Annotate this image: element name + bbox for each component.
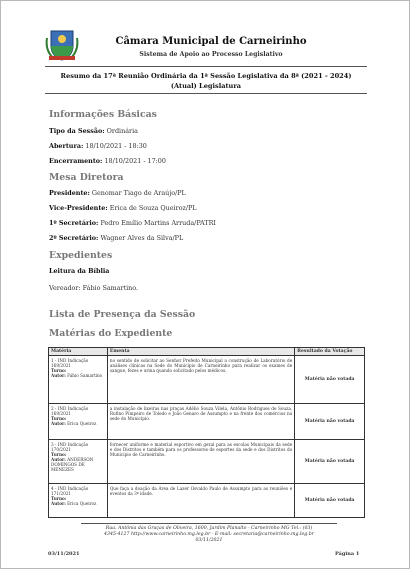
mesa-value: Pedro Emílio Martins Arruda/PATRI — [100, 219, 216, 227]
info-value: Ordinária — [106, 127, 138, 135]
leitura-value: Vereador: Fábio Samartino. — [49, 284, 139, 292]
materias-table — [48, 347, 365, 518]
footer-line3: 03/11/2021 — [195, 538, 223, 543]
autor-label: Autor: — [51, 457, 66, 462]
column-header-ementa: Ementa — [107, 348, 294, 356]
footer-line1: Rua. Antônia das Graças de Oliveira, 1600, Jardim Planalto - Carneirinho MG Tel.: (03) — [105, 526, 313, 531]
materia-cell — [49, 440, 108, 484]
materia-turno: Turno: — [51, 368, 67, 373]
footer-divider — [81, 523, 337, 524]
info-label: Tipo da Sessão: — [49, 127, 105, 135]
organization-subtitle: Sistema de Apoio ao Processo Legislativo — [139, 51, 283, 58]
page-number: Página 1 — [335, 551, 360, 557]
leitura-label: Leitura da Bíblia — [49, 267, 110, 275]
info-value: 18/10/2021 - 18:30 — [85, 142, 147, 150]
autor-label: Autor: — [51, 373, 66, 378]
resultado-cell: Matéria não votada — [295, 404, 365, 440]
section-heading-mesa: Mesa Diretora — [49, 172, 124, 183]
table-row — [49, 484, 365, 518]
municipal-seal-icon — [45, 28, 79, 62]
info-label: Abertura: — [49, 142, 84, 150]
section-heading-materias: Matérias do Expediente — [49, 328, 173, 339]
materia-id: 3 - IND Indicação 170/2021 — [51, 442, 89, 452]
section-heading-presenca: Lista de Presença da Sessão — [49, 309, 196, 320]
materia-turno: Turno: — [51, 416, 67, 421]
autor-label: Autor: — [51, 421, 66, 426]
materia-autor: Erica Queiroz — [67, 421, 97, 426]
header-divider — [45, 66, 367, 67]
title-divider — [45, 93, 367, 94]
mesa-row — [49, 219, 216, 227]
print-date: 03/11/2021 — [48, 551, 80, 557]
section-heading-info: Informações Básicas — [49, 109, 157, 120]
materia-cell — [49, 356, 108, 404]
section-heading-expedientes: Expedientes — [49, 250, 113, 261]
document-title-line2: (Atual) Legislatura — [170, 81, 242, 90]
resultado-cell: Matéria não votada — [295, 356, 365, 404]
mesa-value: Erica de Souza Queiroz/PL — [109, 204, 197, 212]
mesa-value: Wagner Alves da Silva/PL — [100, 234, 184, 242]
ementa-cell: Que faça a doação da Área de Lazer Osvaldo Paulo de Assumpto para as reuniões e eventos da 3ª idade. — [107, 484, 294, 518]
organization-name: Câmara Municipal de Carneirinho — [115, 36, 307, 47]
mesa-value: Genomar Tiago de Araújo/PL — [91, 189, 186, 197]
materia-autor: Fábio Samartino — [67, 373, 103, 378]
ementa-cell: fornecer uniforme e material esportivo em geral para as escolas Municipais da sede e dos Distritos e também para os professores de esportes da sede e dos Distritos do Município de Carneirinho. — [107, 440, 294, 484]
materia-id: 4 - IND Indicação 171/2021 — [51, 486, 89, 496]
mesa-row — [49, 234, 183, 242]
table-row — [49, 404, 365, 440]
document-title — [45, 72, 367, 91]
materia-autor: Erica Queiroz — [67, 501, 97, 506]
ementa-cell: no sentido de solicitar ao Senhor Prefeito Municipal a construção de Laboratório de análises clínicas na Sede do Município de Carneirinho para realizar os exames de sangue, fezes e urina quando solicitado pelos médicos. — [107, 356, 294, 404]
materia-id: 1 - IND Indicação 169/2021 — [51, 358, 89, 368]
document-title-line1: Resumo da 17ª Reunião Ordinária da 1ª Sessão Legislativa da 8ª (2021 - 2024) — [60, 72, 352, 80]
table-row — [49, 356, 365, 404]
materia-cell — [49, 404, 108, 440]
info-value: 18/10/2021 - 17:00 — [104, 157, 166, 165]
info-row — [49, 142, 147, 150]
mesa-label: Presidente: — [49, 189, 90, 197]
mesa-label: Vice-Presidente: — [49, 204, 108, 212]
mesa-label: 1º Secretário: — [49, 219, 99, 227]
table-row — [49, 440, 365, 484]
ementa-cell: a instalação de lixeiras nas praças Adélio Souza Vilela, Antônio Rodrigues de Souza, Rufino Pimpeiro de Toledo e João Genaro de Assumpto e na frente dos comércios na sede do Município. — [107, 404, 294, 440]
footer-line2: 4345-4127 http://www.carneirinho.mg.leg.br - E-mail: secretaria@carneirinho.mg.leg.br — [104, 532, 314, 537]
column-header-resultado: Resultado da Votação — [295, 348, 365, 356]
info-row — [49, 157, 166, 165]
info-row — [49, 127, 138, 135]
resultado-cell: Matéria não votada — [295, 440, 365, 484]
info-label: Encerramento: — [49, 157, 103, 165]
resultado-cell: Matéria não votada — [295, 484, 365, 518]
materia-turno: Turno: — [51, 496, 67, 501]
materia-turno: Turno: — [51, 452, 67, 457]
mesa-label: 2º Secretário: — [49, 234, 99, 242]
materia-id: 2 - IND Indicação 169/2021 — [51, 406, 89, 416]
materia-cell — [49, 484, 108, 518]
materia-autor: ANDERSON DOMINGOS DE MENEZES — [51, 457, 94, 472]
mesa-row — [49, 189, 186, 197]
table-header-row — [49, 348, 365, 356]
mesa-row — [49, 204, 197, 212]
column-header-materia: Matéria — [49, 348, 108, 356]
footer-address — [81, 526, 337, 544]
autor-label: Autor: — [51, 501, 66, 506]
